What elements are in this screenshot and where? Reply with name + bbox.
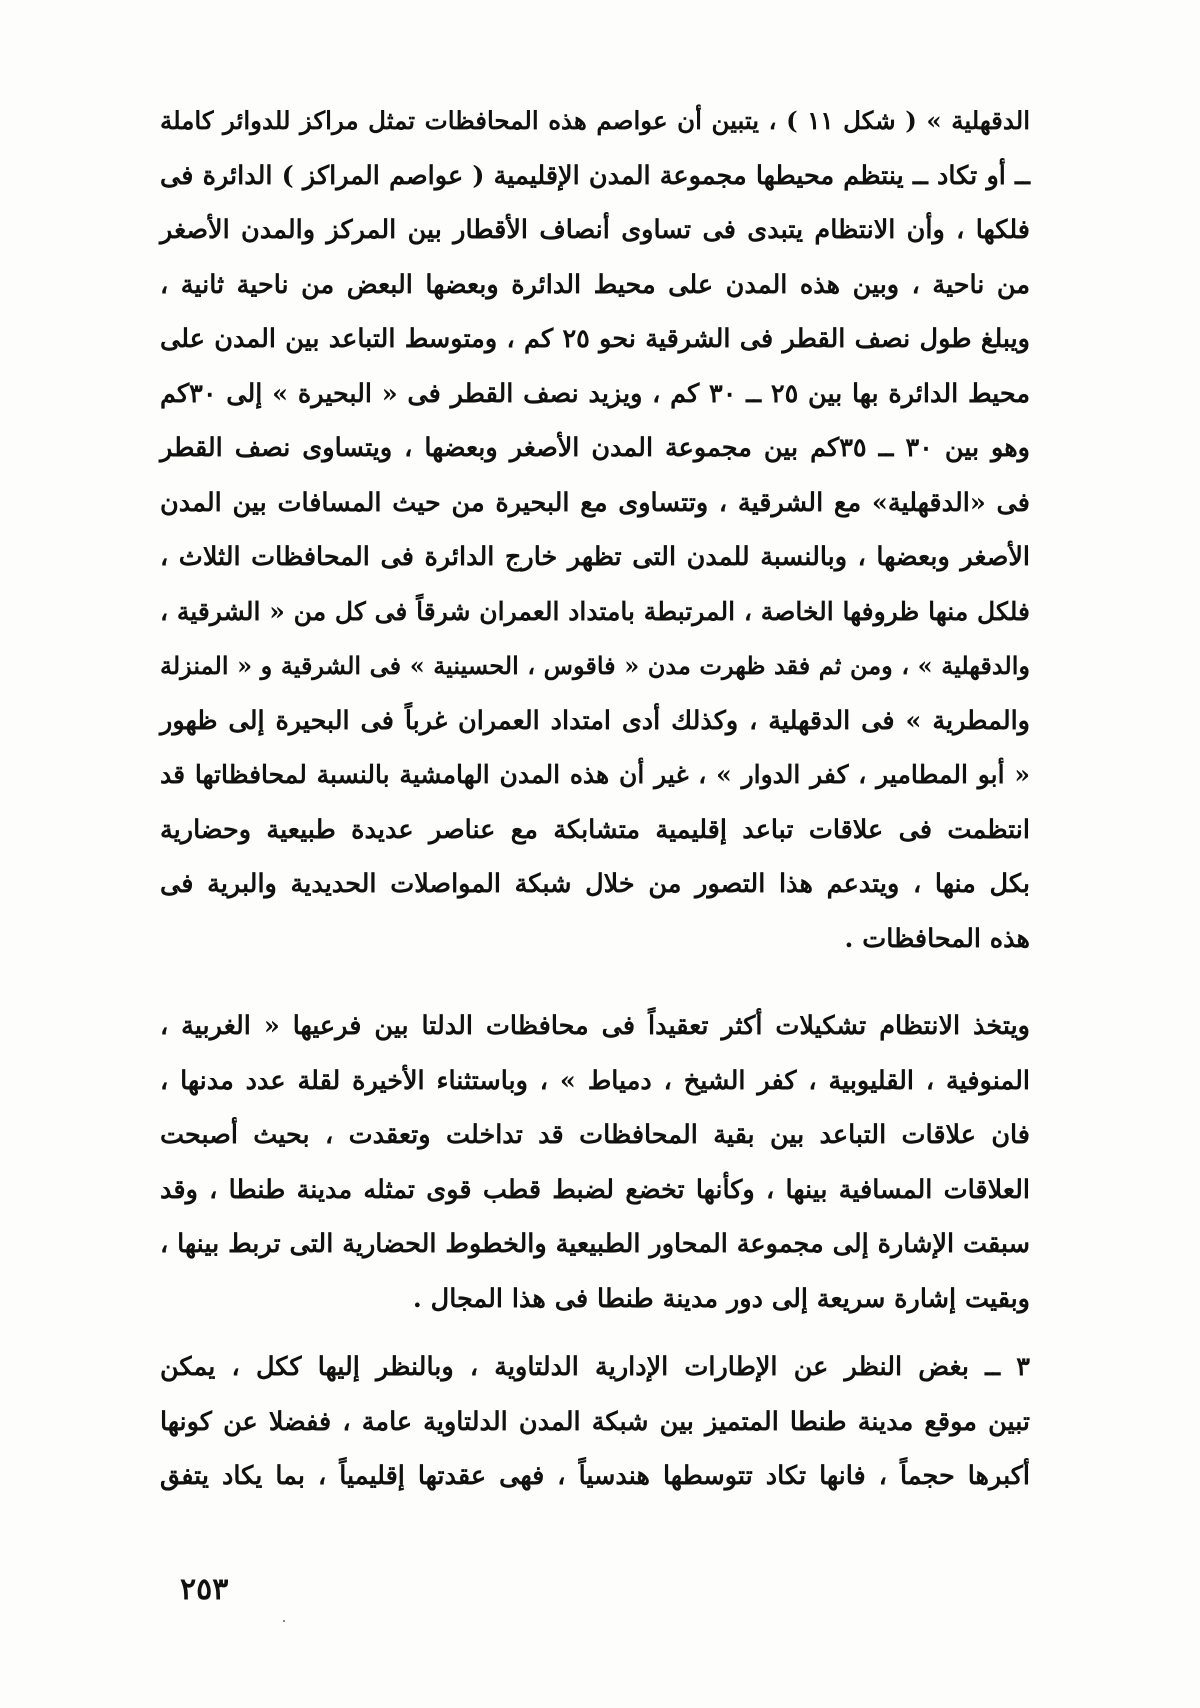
text-line: الأصغر وبعضها ، وبالنسبة للمدن التى تظهر خارج الدائرة فى المحافظات الثلاث ، (160, 542, 1030, 572)
text-line: بكل منها ، ويتدعم هذا التصور من خلال شبكة المواصلات الحديدية والبرية فى (160, 869, 1030, 899)
paragraph-2 (160, 999, 1030, 1326)
text-line: فلكل منها ظروفها الخاصة ، المرتبطة بامتداد العمران شرقاً فى كل من « الشرقية ، (160, 596, 1030, 626)
text-line: الدقهلية » ( شكل ١١ ) ، يتبين أن عواصم هذه المحافظات تمثل مراكز للدوائر كاملة (160, 106, 1030, 135)
text-line: ويتخذ الانتظام تشكيلات أكثر تعقيداً فى محافظات الدلتا بين فرعيها « الغربية ، (160, 1011, 1030, 1041)
text-line: أكبرها حجماً ، فانها تكاد تتوسطها هندسياً ، فهى عقدتها إقليمياً ، بما يكاد يتفق (160, 1461, 1030, 1491)
text-line: المنوفية ، القليوبية ، كفر الشيخ ، دمياط » ، وباستثناء الأخيرة لقلة عدد مدنها ، (160, 1065, 1030, 1096)
scan-speck (283, 1620, 285, 1622)
paragraph-3 (160, 1340, 1030, 1504)
page-number: ٢٥٣ (180, 1572, 229, 1607)
text-line: فى «الدقهلية» مع الشرقية ، وتتساوى مع البحيرة من حيث المسافات بين المدن (160, 487, 1030, 518)
text-line: وبقيت إشارة سريعة إلى دور مدينة طنطا فى هذا المجال . (412, 1283, 1030, 1314)
text-line: والمطرية » فى الدقهلية ، وكذلك أدى امتداد العمران غرباً فى البحيرة إلى ظهور (160, 705, 1030, 736)
text-line: انتظمت فى علاقات تباعد إقليمية متشابكة مع عناصر عديدة طبيعية وحضارية (160, 814, 1030, 845)
text-line: ــ أو تكاد ــ ينتظم محيطها مجموعة المدن الإقليمية ( عواصم المراكز ) الدائرة فى (160, 160, 1030, 191)
text-line: من ناحية ، وبين هذه المدن على محيط الدائرة وبعضها البعض من ناحية ثانية ، (160, 269, 1030, 300)
text-line: والدقهلية » ، ومن ثم فقد ظهرت مدن « فاقوس ، الحسينية » فى الشرقية و « المنزلة (160, 651, 1030, 680)
paragraph-1 (160, 94, 1030, 966)
text-line: العلاقات المسافية بينها ، وكأنها تخضع لضبط قطب قوى تمثله مدينة طنطا ، وقد (160, 1174, 1030, 1205)
text-line: محيط الدائرة بها بين ٢٥ ــ ٣٠ كم ، ويزيد نصف القطر فى « البحيرة » إلى ٣٠كم (160, 378, 1030, 409)
text-line: « أبو المطامير ، كفر الدوار » ، غير أن هذه المدن الهامشية بالنسبة لمحافظاتها قد (160, 760, 1030, 789)
text-line: سبقت الإشارة إلى مجموعة المحاور الطبيعية والخطوط الحضارية التى تربط بينها ، (160, 1229, 1030, 1259)
text-line: ويبلغ طول نصف القطر فى الشرقية نحو ٢٥ كم ، ومتوسط التباعد بين المدن على (160, 324, 1030, 354)
text-line: فان علاقات التباعد بين بقية المحافظات قد تداخلت وتعقدت ، بحيث أصبحت (160, 1120, 1030, 1150)
text-line: فلكها ، وأن الانتظام يتبدى فى تساوى أنصاف الأقطار بين المركز والمدن الأصغر (160, 215, 1030, 245)
text-line: وهو بين ٣٠ ــ ٣٥كم بين مجموعة المدن الأصغر وبعضها ، ويتساوى نصف القطر (160, 433, 1030, 463)
text-line: ٣ ــ بغض النظر عن الإطارات الإدارية الدلتاوية ، وبالنظر إليها ككل ، يمكن (160, 1352, 1030, 1382)
text-line: تبين موقع مدينة طنطا المتميز بين شبكة المدن الدلتاوية عامة ، ففضلا عن كونها (160, 1406, 1030, 1437)
text-line: هذه المحافظات . (844, 923, 1030, 954)
